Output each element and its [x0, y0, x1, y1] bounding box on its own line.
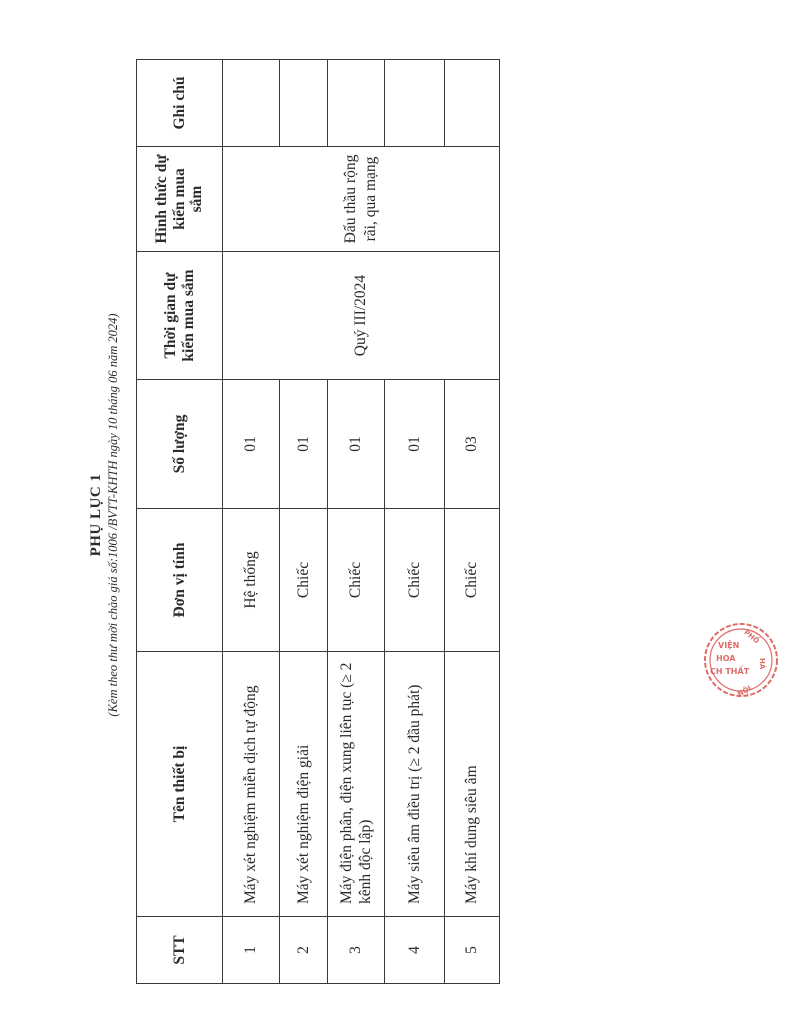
- cell-qty: 01: [280, 380, 328, 509]
- cell-note: [445, 60, 500, 147]
- seal-text-line: HOA: [716, 654, 736, 663]
- cell-unit: Chiếc: [280, 509, 328, 652]
- header-qty: Số lượng: [137, 380, 223, 509]
- seal-text-line: HÀ: [758, 658, 766, 670]
- cell-qty: 01: [328, 380, 385, 509]
- cell-qty: 01: [385, 380, 445, 509]
- header-unit: Đơn vị tính: [137, 509, 223, 652]
- header-stt: STT: [137, 917, 223, 984]
- seal-text-line: VIỆN: [718, 641, 740, 650]
- cell-unit: Chiếc: [328, 509, 385, 652]
- hospital-seal-stamp: [700, 600, 782, 720]
- equipment-table: [136, 59, 500, 984]
- cell-stt: 4: [385, 917, 445, 984]
- cell-note: [385, 60, 445, 147]
- cell-unit: Chiếc: [445, 509, 500, 652]
- table-row: [223, 60, 280, 984]
- cell-unit: Hệ thống: [223, 509, 280, 652]
- header-name: Tên thiết bị: [137, 652, 223, 917]
- cell-stt: 2: [280, 917, 328, 984]
- cell-time-merged: Quý III/2024: [223, 252, 500, 380]
- cell-note: [280, 60, 328, 147]
- document-title: PHỤ LỤC 1: [88, 473, 104, 557]
- seal-text-line: NỘI: [736, 684, 753, 699]
- header-note: Ghi chú: [137, 60, 223, 147]
- seal-text-line: CH THẤT: [710, 667, 750, 676]
- cell-name: Máy siêu âm điều trị (≥ 2 đầu phát): [385, 652, 445, 917]
- cell-stt: 1: [223, 917, 280, 984]
- cell-name: Máy xét nghiệm miễn dịch tự động: [223, 652, 280, 917]
- cell-note: [223, 60, 280, 147]
- cell-name: Máy khí dung siêu âm: [445, 652, 500, 917]
- cell-name: Máy điện phân, điện xung liên tục (≥ 2 kênh độc lập): [328, 652, 385, 917]
- header-method: Hình thức dự kiến mua sắm: [137, 147, 223, 252]
- header-time: Thời gian dự kiến mua sắm: [137, 252, 223, 380]
- document-subtitle: (Kèm theo thư mời chào giá số:1006 /BVTT-KHTH ngày 10 tháng 06 năm 2024): [106, 313, 120, 717]
- cell-name: Máy xét nghiệm điện giải: [280, 652, 328, 917]
- seal-text-line: PHỐ: [742, 628, 761, 646]
- cell-qty: 03: [445, 380, 500, 509]
- table-header-row: [137, 60, 223, 984]
- cell-stt: 3: [328, 917, 385, 984]
- cell-stt: 5: [445, 917, 500, 984]
- cell-qty: 01: [223, 380, 280, 509]
- cell-method-merged: Đấu thầu rộng rãi, qua mạng: [223, 147, 500, 252]
- cell-unit: Chiếc: [385, 509, 445, 652]
- cell-note: [328, 60, 385, 147]
